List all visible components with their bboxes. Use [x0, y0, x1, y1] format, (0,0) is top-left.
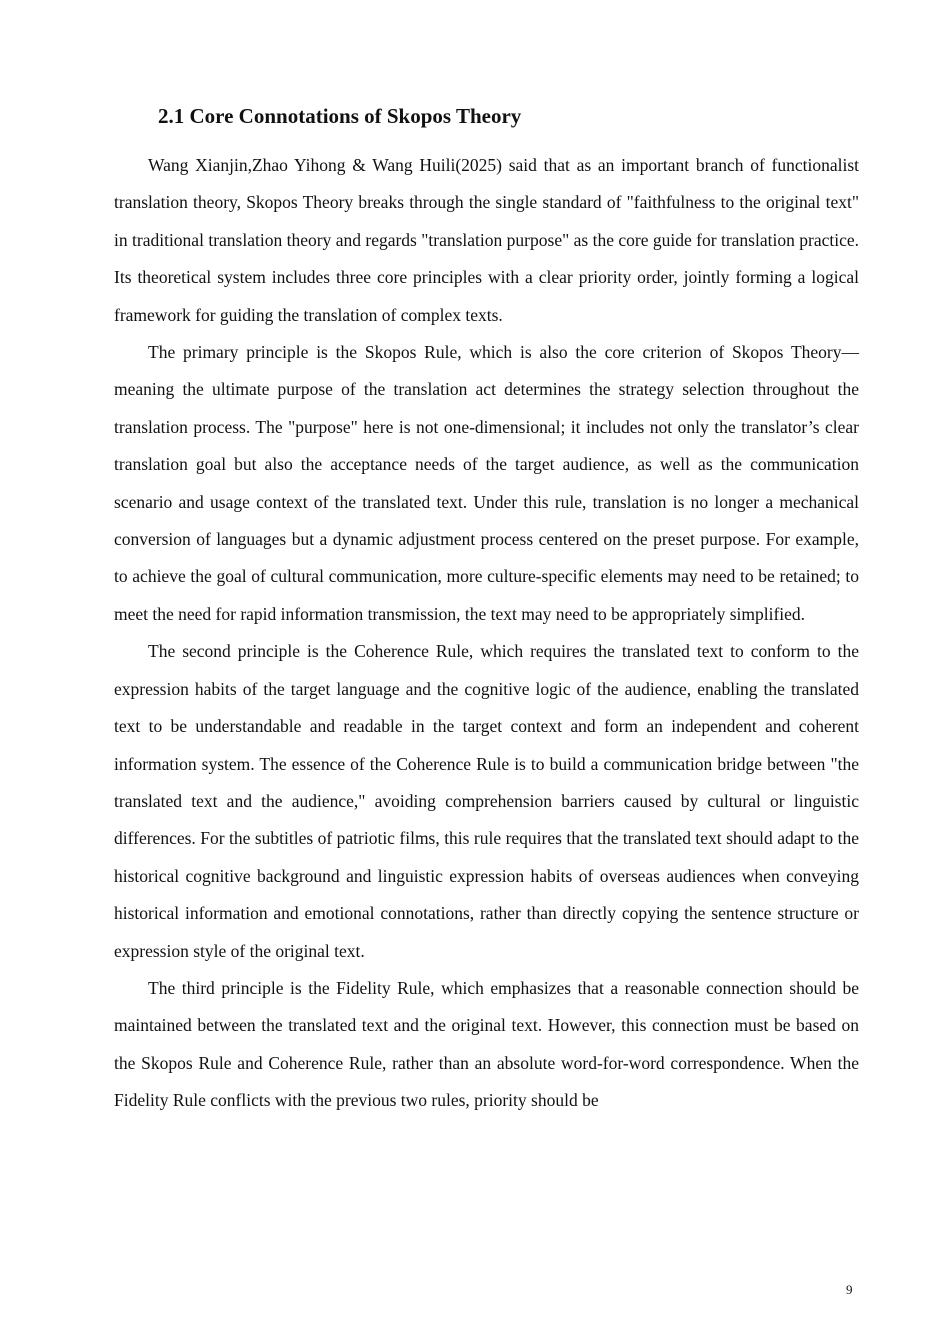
body-text [114, 147, 859, 1120]
paragraph-skopos-rule: The primary principle is the Skopos Rule, which is also the core criterion of Skopos Theory—meaning the ultimate purpose of the translation act determines the strategy selection throughout the translation process. The "purpose" here is not one-dimensional; it includes not only the translator’s clear translation goal but also the acceptance needs of the target audience, as well as the communication scenario and usage context of the translated text. Under this rule, translation is no longer a mechanical conversion of languages but a dynamic adjustment process centered on the preset purpose. For example, to achieve the goal of cultural communication, more culture-specific elements may need to be retained; to meet the need for rapid information transmission, the text may need to be appropriately simplified. [114, 342, 859, 624]
paragraph-coherence-rule: The second principle is the Coherence Rule, which requires the translated text to conform to the expression habits of the target language and the cognitive logic of the audience, enabling the translated text to be understandable and readable in the target context and form an independent and coherent information system. The essence of the Coherence Rule is to build a communication bridge between "the translated text and the audience," avoiding comprehension barriers caused by cultural or linguistic differences. For the subtitles of patriotic films, this rule requires that the translated text should adapt to the historical cognitive background and linguistic expression habits of overseas audiences when conveying historical information and emotional connotations, rather than directly copying the sentence structure or expression style of the original text. [114, 641, 859, 961]
paragraph-intro: Wang Xianjin,Zhao Yihong & Wang Huili(2025) said that as an important branch of functionalist translation theory, Skopos Theory breaks through the single standard of "faithfulness to the original text" in traditional translation theory and regards "translation purpose" as the core guide for translation practice. Its theoretical system includes three core principles with a clear priority order, jointly forming a logical framework for guiding the translation of complex texts. [114, 155, 859, 325]
paragraph-fidelity-rule: The third principle is the Fidelity Rule, which emphasizes that a reasonable connection should be maintained between the translated text and the original text. However, this connection must be based on the Skopos Rule and Coherence Rule, rather than an absolute word-for-word correspondence. When the Fidelity Rule conflicts with the previous two rules, priority should be [114, 977, 859, 1111]
section-heading: 2.1 Core Connotations of Skopos Theory [158, 104, 522, 128]
page-number: 9 [846, 1282, 853, 1297]
